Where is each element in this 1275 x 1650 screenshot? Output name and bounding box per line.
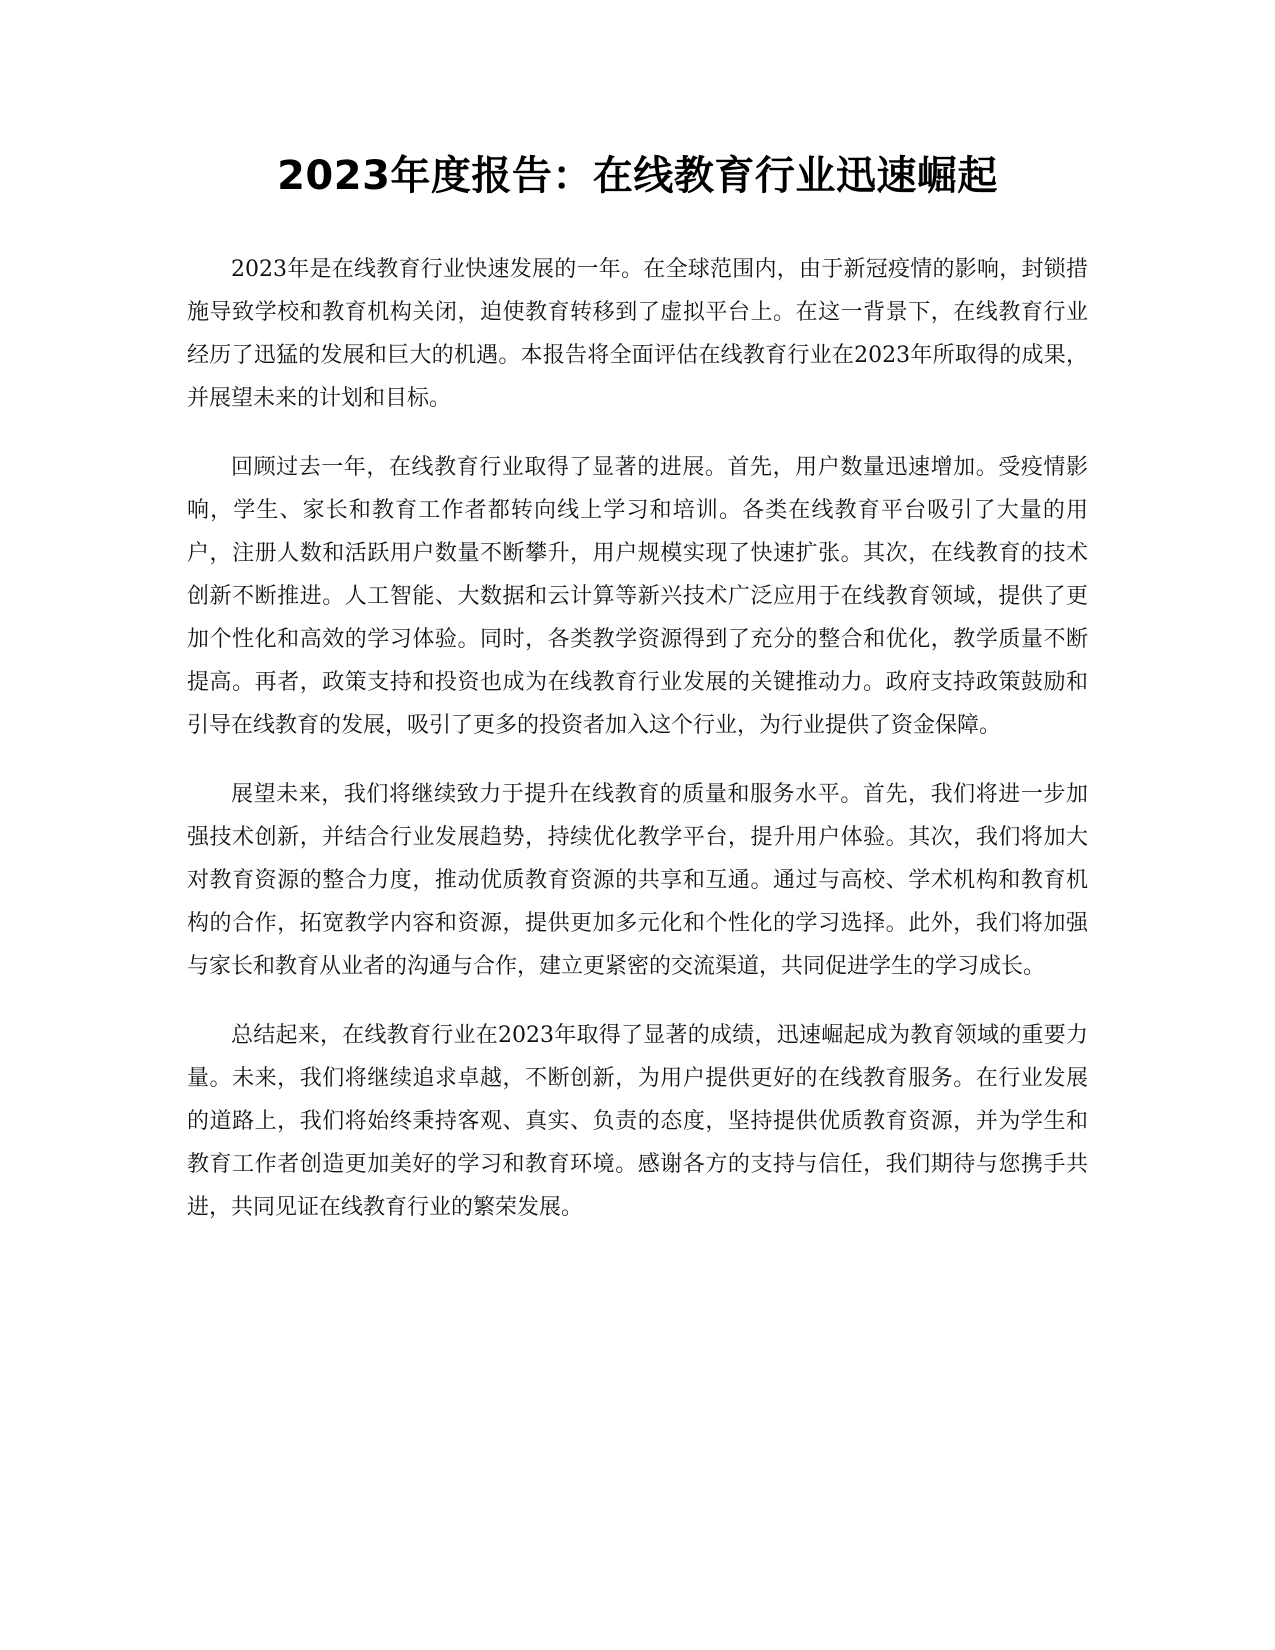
- paragraph-intro: 2023年是在线教育行业快速发展的一年。在全球范围内，由于新冠疫情的影响，封锁措施导致学校和教育机构关闭，迫使教育转移到了虚拟平台上。在这一背景下，在线教育行业经历了迅猛的发展和巨大的机遇。本报告将全面评估在线教育行业在2023年所取得的成果，并展望未来的计划和目标。: [187, 257, 1088, 411]
- paragraph-summary: 总结起来，在线教育行业在2023年取得了显著的成绩，迅速崛起成为教育领域的重要力量。未来，我们将继续追求卓越，不断创新，为用户提供更好的在线教育服务。在行业发展的道路上，我们将始终秉持客观、真实、负责的态度，坚持提供优质教育资源，并为学生和教育工作者创造更加美好的学习和教育环境。感谢各方的支持与信任，我们期待与您携手共进，共同见证在线教育行业的繁荣发展。: [187, 1023, 1088, 1220]
- paragraph-review: 回顾过去一年，在线教育行业取得了显著的进展。首先，用户数量迅速增加。受疫情影响，学生、家长和教育工作者都转向线上学习和培训。各类在线教育平台吸引了大量的用户，注册人数和活跃用户数量不断攀升，用户规模实现了快速扩张。其次，在线教育的技术创新不断推进。人工智能、大数据和云计算等新兴技术广泛应用于在线教育领域，提供了更加个性化和高效的学习体验。同时，各类教学资源得到了充分的整合和优化，教学质量不断提高。再者，政策支持和投资也成为在线教育行业发展的关键推动力。政府支持政策鼓励和引导在线教育的发展，吸引了更多的投资者加入这个行业，为行业提供了资金保障。: [187, 455, 1088, 738]
- document-title: 2023年度报告：在线教育行业迅速崛起: [277, 153, 998, 199]
- paragraph-outlook: 展望未来，我们将继续致力于提升在线教育的质量和服务水平。首先，我们将进一步加强技术创新，并结合行业发展趋势，持续优化教学平台，提升用户体验。其次，我们将加大对教育资源的整合力度，推动优质教育资源的共享和互通。通过与高校、学术机构和教育机构的合作，拓宽教学内容和资源，提供更加多元化和个性化的学习选择。此外，我们将加强与家长和教育从业者的沟通与合作，建立更紧密的交流渠道，共同促进学生的学习成长。: [187, 782, 1088, 979]
